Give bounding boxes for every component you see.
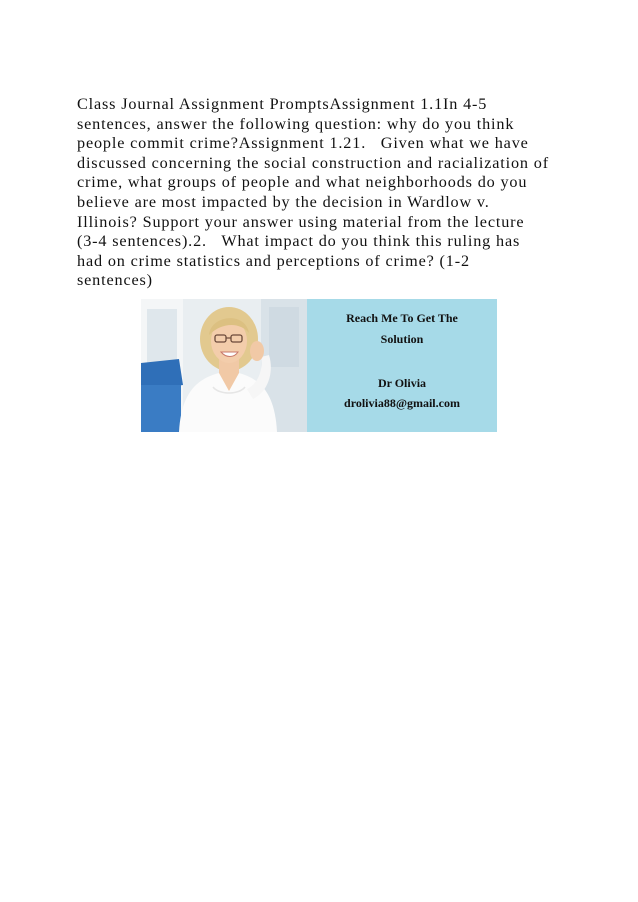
promo-image <box>141 299 497 432</box>
assignment-prompt-text <box>77 95 567 291</box>
text-line: Class Journal Assignment PromptsAssignment 1.1In 4-5 <box>77 95 488 113</box>
woman-photo <box>141 299 307 432</box>
contact-banner <box>307 299 497 432</box>
contact-email: drolivia88@gmail.com <box>344 396 460 410</box>
text-line: had on crime statistics and perceptions of crime? (1-2 <box>77 251 470 270</box>
promo-headline: Reach Me To Get The <box>346 311 458 325</box>
text-line: discussed concerning the social construction and racialization of <box>77 153 549 172</box>
text-line: sentences, answer the following question: why do you think <box>77 114 515 133</box>
text-line: sentences) <box>77 271 153 290</box>
text-line: (3-4 sentences).2. What impact do you think this ruling has <box>77 232 521 251</box>
promo-headline-cont: Solution <box>380 332 424 346</box>
text-line: believe are most impacted by the decision in Wardlow v. <box>77 192 490 211</box>
woman-photo-illustration <box>141 299 307 432</box>
text-line: people commit crime?Assignment 1.21. Given what we have <box>77 134 529 153</box>
text-line: Illinois? Support your answer using material from the lecture <box>77 212 525 231</box>
contact-name: Dr Olivia <box>377 376 427 390</box>
text-line: crime, what groups of people and what neighborhoods do you <box>77 173 528 192</box>
